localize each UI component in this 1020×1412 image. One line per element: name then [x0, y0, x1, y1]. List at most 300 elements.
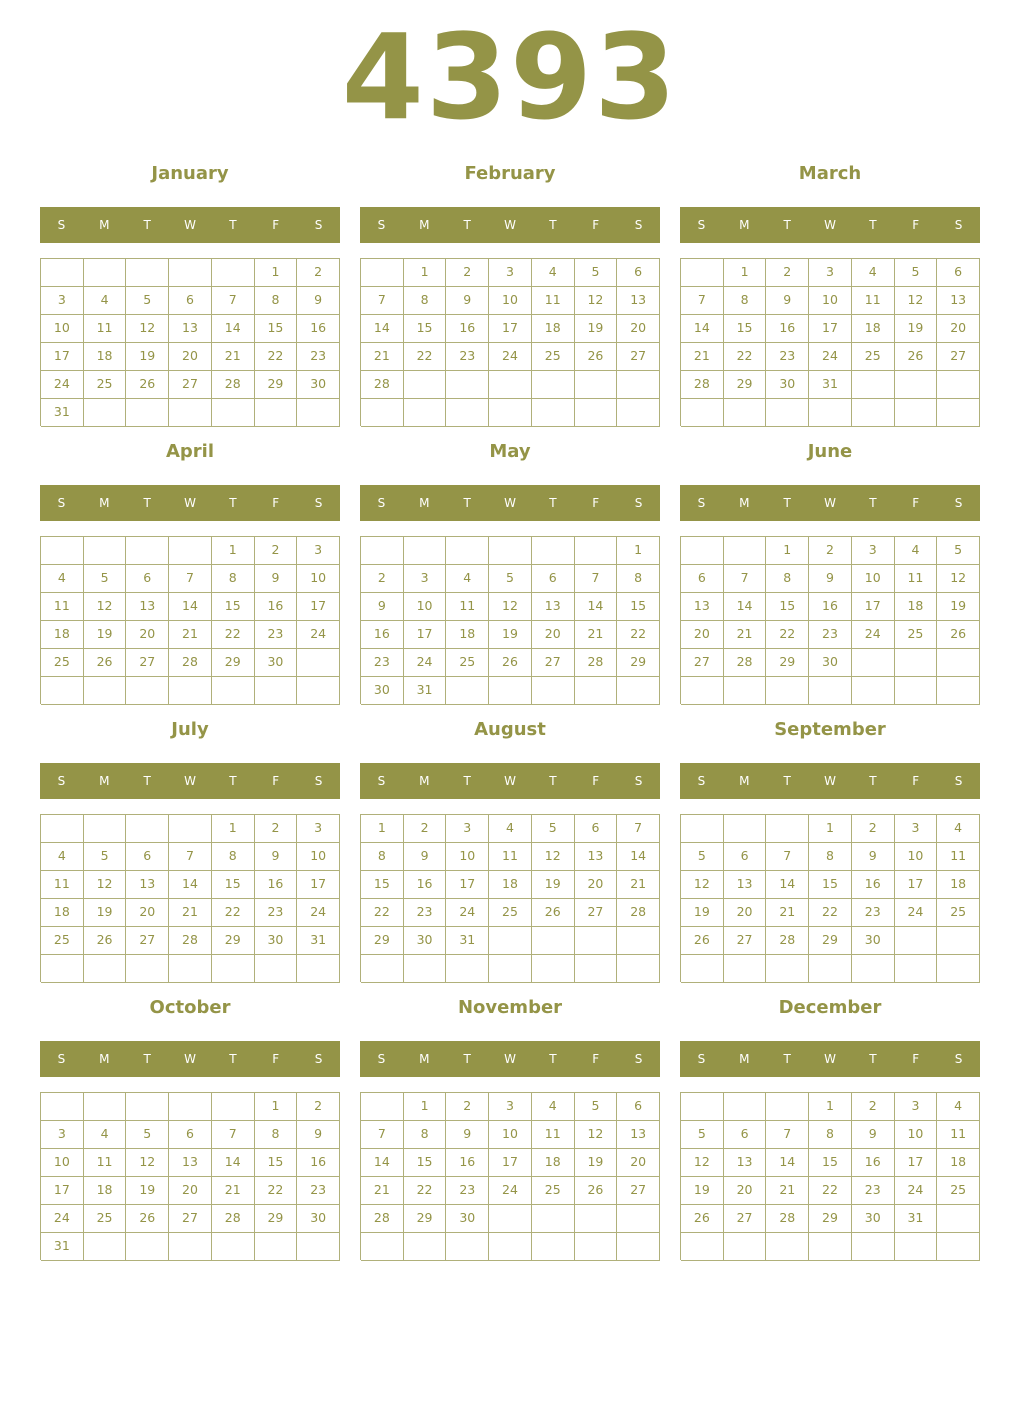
- day-cell: [575, 677, 618, 705]
- weekday-label: T: [463, 496, 471, 510]
- day-cell: 27: [169, 1205, 212, 1233]
- day-cell: 17: [809, 315, 852, 343]
- day-cell: [489, 1205, 532, 1233]
- weekday-label: S: [377, 1052, 386, 1066]
- day-cell: [895, 955, 938, 983]
- day-cell: 15: [724, 315, 767, 343]
- weekday-label: M: [739, 1052, 750, 1066]
- weekday-label: S: [314, 496, 323, 510]
- day-cell: 31: [446, 927, 489, 955]
- day-cell: [212, 259, 255, 287]
- day-cell: 27: [724, 927, 767, 955]
- day-cell: 16: [852, 871, 895, 899]
- day-cell: 7: [169, 843, 212, 871]
- day-cell: [361, 955, 404, 983]
- day-cell: 23: [852, 1177, 895, 1205]
- day-cell: 24: [297, 899, 340, 927]
- day-cell: 29: [766, 649, 809, 677]
- day-cell: 11: [852, 287, 895, 315]
- day-cell: 23: [446, 1177, 489, 1205]
- day-cell: [361, 259, 404, 287]
- day-cell: 3: [446, 815, 489, 843]
- day-cell: 26: [681, 1205, 724, 1233]
- day-cell: 3: [895, 815, 938, 843]
- day-cell: 22: [255, 1177, 298, 1205]
- day-cell: 22: [212, 621, 255, 649]
- day-cell: 6: [724, 843, 767, 871]
- day-cell: 21: [681, 343, 724, 371]
- day-cell: 24: [852, 621, 895, 649]
- day-cell: 23: [404, 899, 447, 927]
- day-cell: [617, 677, 660, 705]
- day-cell: 10: [489, 1121, 532, 1149]
- day-cell: 20: [724, 899, 767, 927]
- day-cell: 8: [361, 843, 404, 871]
- weekday-label: S: [697, 496, 706, 510]
- day-cell: 1: [212, 537, 255, 565]
- day-cell: 11: [895, 565, 938, 593]
- day-cell: 7: [575, 565, 618, 593]
- day-cell: 17: [852, 593, 895, 621]
- day-grid: [360, 814, 660, 982]
- day-cell: 25: [532, 1177, 575, 1205]
- day-cell: [724, 1093, 767, 1121]
- day-cell: 9: [766, 287, 809, 315]
- day-cell: 14: [212, 1149, 255, 1177]
- day-cell: [532, 537, 575, 565]
- weekday-label: S: [57, 1052, 66, 1066]
- day-cell: 30: [361, 677, 404, 705]
- day-cell: 6: [169, 287, 212, 315]
- day-cell: 30: [255, 649, 298, 677]
- day-cell: 28: [361, 1205, 404, 1233]
- day-cell: [255, 955, 298, 983]
- day-cell: [404, 955, 447, 983]
- day-cell: 16: [255, 593, 298, 621]
- weekday-label: S: [634, 1052, 643, 1066]
- day-cell: [126, 1093, 169, 1121]
- day-cell: 15: [255, 315, 298, 343]
- weekday-label: F: [272, 774, 280, 788]
- day-cell: [617, 371, 660, 399]
- day-cell: 23: [446, 343, 489, 371]
- day-cell: 8: [255, 287, 298, 315]
- day-cell: 12: [681, 1149, 724, 1177]
- day-cell: 4: [852, 259, 895, 287]
- day-cell: 21: [724, 621, 767, 649]
- day-cell: 2: [852, 815, 895, 843]
- day-cell: 30: [255, 927, 298, 955]
- day-cell: 7: [681, 287, 724, 315]
- weekday-label: W: [824, 1052, 836, 1066]
- weekday-label: S: [634, 774, 643, 788]
- day-cell: [575, 955, 618, 983]
- day-cell: 24: [404, 649, 447, 677]
- day-cell: 17: [404, 621, 447, 649]
- day-cell: 16: [446, 315, 489, 343]
- weekday-label: S: [57, 218, 66, 232]
- day-cell: 5: [575, 1093, 618, 1121]
- day-cell: 31: [297, 927, 340, 955]
- day-cell: 20: [937, 315, 980, 343]
- day-cell: 24: [895, 899, 938, 927]
- day-cell: 21: [617, 871, 660, 899]
- day-cell: 2: [446, 259, 489, 287]
- day-cell: 2: [297, 1093, 340, 1121]
- day-cell: 24: [895, 1177, 938, 1205]
- day-cell: [169, 399, 212, 427]
- weekday-label: T: [463, 218, 471, 232]
- day-cell: 26: [126, 371, 169, 399]
- day-grid: [40, 1092, 340, 1260]
- day-cell: 9: [255, 565, 298, 593]
- day-cell: 28: [212, 1205, 255, 1233]
- month-title: August: [474, 719, 546, 740]
- day-cell: 4: [937, 815, 980, 843]
- month-block: [40, 716, 340, 986]
- day-cell: 25: [446, 649, 489, 677]
- day-cell: 19: [126, 1177, 169, 1205]
- weekday-label: M: [419, 496, 430, 510]
- day-cell: 8: [212, 565, 255, 593]
- weekday-label: M: [99, 774, 110, 788]
- day-cell: [937, 955, 980, 983]
- day-cell: [489, 927, 532, 955]
- month-block: [40, 438, 340, 708]
- day-cell: 14: [169, 871, 212, 899]
- day-cell: [937, 1205, 980, 1233]
- day-cell: 9: [446, 1121, 489, 1149]
- day-cell: 1: [809, 815, 852, 843]
- day-cell: [126, 955, 169, 983]
- day-cell: [575, 1205, 618, 1233]
- day-cell: [575, 537, 618, 565]
- day-cell: 21: [361, 1177, 404, 1205]
- day-cell: 29: [212, 927, 255, 955]
- day-grid: [360, 258, 660, 426]
- day-cell: [169, 259, 212, 287]
- day-cell: 18: [41, 621, 84, 649]
- day-cell: 20: [126, 621, 169, 649]
- weekday-header: [360, 1041, 660, 1077]
- day-cell: 22: [404, 1177, 447, 1205]
- day-cell: 21: [361, 343, 404, 371]
- day-cell: [297, 677, 340, 705]
- day-cell: [681, 955, 724, 983]
- day-cell: 7: [361, 287, 404, 315]
- day-cell: 31: [404, 677, 447, 705]
- month-title: October: [149, 997, 231, 1018]
- day-cell: 27: [532, 649, 575, 677]
- day-cell: 24: [41, 1205, 84, 1233]
- day-cell: 5: [84, 565, 127, 593]
- weekday-label: T: [869, 496, 877, 510]
- day-cell: 22: [255, 343, 298, 371]
- weekday-label: S: [954, 218, 963, 232]
- day-cell: 5: [681, 843, 724, 871]
- weekday-label: M: [419, 1052, 430, 1066]
- day-cell: 18: [895, 593, 938, 621]
- day-cell: 29: [361, 927, 404, 955]
- day-cell: 16: [404, 871, 447, 899]
- weekday-label: W: [504, 218, 516, 232]
- day-cell: [489, 955, 532, 983]
- day-cell: [766, 1093, 809, 1121]
- day-cell: 26: [575, 1177, 618, 1205]
- day-cell: 1: [212, 815, 255, 843]
- weekday-label: M: [739, 218, 750, 232]
- weekday-label: F: [592, 496, 600, 510]
- day-cell: 13: [617, 287, 660, 315]
- day-cell: 26: [681, 927, 724, 955]
- weekday-label: F: [592, 774, 600, 788]
- day-cell: 8: [809, 1121, 852, 1149]
- day-cell: 21: [575, 621, 618, 649]
- day-cell: 9: [446, 287, 489, 315]
- day-cell: 23: [766, 343, 809, 371]
- day-cell: 29: [809, 927, 852, 955]
- day-cell: [724, 955, 767, 983]
- day-cell: [937, 927, 980, 955]
- day-cell: 19: [532, 871, 575, 899]
- day-cell: 17: [41, 343, 84, 371]
- day-cell: 22: [361, 899, 404, 927]
- day-cell: 20: [126, 899, 169, 927]
- day-cell: 28: [766, 927, 809, 955]
- day-cell: 16: [297, 315, 340, 343]
- weekday-label: T: [869, 1052, 877, 1066]
- day-cell: [532, 677, 575, 705]
- day-cell: [255, 399, 298, 427]
- day-cell: 21: [766, 1177, 809, 1205]
- weekday-header: [360, 207, 660, 243]
- day-cell: 12: [126, 1149, 169, 1177]
- day-cell: 10: [895, 1121, 938, 1149]
- day-cell: 5: [84, 843, 127, 871]
- day-cell: 19: [937, 593, 980, 621]
- day-cell: 30: [297, 1205, 340, 1233]
- day-cell: 20: [169, 1177, 212, 1205]
- day-cell: 20: [617, 1149, 660, 1177]
- day-cell: 27: [126, 927, 169, 955]
- day-cell: [212, 955, 255, 983]
- weekday-label: T: [463, 774, 471, 788]
- day-cell: 4: [84, 287, 127, 315]
- day-cell: [766, 955, 809, 983]
- day-cell: 1: [766, 537, 809, 565]
- day-cell: [681, 1233, 724, 1261]
- weekday-label: S: [314, 774, 323, 788]
- day-cell: 25: [852, 343, 895, 371]
- day-cell: 14: [766, 871, 809, 899]
- day-cell: 27: [169, 371, 212, 399]
- month-title: February: [464, 163, 556, 184]
- day-cell: 7: [766, 1121, 809, 1149]
- day-cell: 3: [809, 259, 852, 287]
- day-cell: [404, 399, 447, 427]
- day-cell: 17: [489, 315, 532, 343]
- day-cell: 25: [895, 621, 938, 649]
- day-cell: 22: [809, 1177, 852, 1205]
- day-cell: 14: [681, 315, 724, 343]
- day-cell: 25: [937, 1177, 980, 1205]
- day-cell: 25: [41, 649, 84, 677]
- weekday-label: M: [99, 218, 110, 232]
- day-cell: [575, 927, 618, 955]
- day-cell: [446, 955, 489, 983]
- day-cell: 18: [489, 871, 532, 899]
- day-cell: 9: [852, 843, 895, 871]
- day-cell: [126, 1233, 169, 1261]
- day-cell: 13: [126, 871, 169, 899]
- day-cell: 10: [41, 315, 84, 343]
- day-cell: 19: [681, 1177, 724, 1205]
- day-grid: [40, 536, 340, 704]
- day-cell: 23: [255, 899, 298, 927]
- month-block: [360, 438, 660, 708]
- month-block: [680, 994, 980, 1264]
- month-title: September: [774, 719, 886, 740]
- day-cell: [41, 677, 84, 705]
- day-cell: [297, 399, 340, 427]
- month-block: [680, 160, 980, 430]
- day-cell: [169, 1093, 212, 1121]
- weekday-label: S: [314, 1052, 323, 1066]
- day-cell: 27: [724, 1205, 767, 1233]
- day-cell: 2: [255, 537, 298, 565]
- day-cell: [84, 259, 127, 287]
- weekday-label: S: [314, 218, 323, 232]
- day-cell: [84, 537, 127, 565]
- day-cell: 28: [617, 899, 660, 927]
- day-cell: [212, 677, 255, 705]
- day-cell: [617, 955, 660, 983]
- day-cell: [681, 815, 724, 843]
- day-cell: 3: [41, 287, 84, 315]
- day-cell: [126, 677, 169, 705]
- month-title: January: [151, 163, 229, 184]
- day-cell: 4: [41, 565, 84, 593]
- day-cell: [41, 537, 84, 565]
- day-cell: 14: [724, 593, 767, 621]
- weekday-label: T: [229, 1052, 237, 1066]
- day-cell: [724, 1233, 767, 1261]
- day-grid: [40, 258, 340, 426]
- day-cell: 19: [489, 621, 532, 649]
- day-cell: 26: [575, 343, 618, 371]
- day-cell: 7: [169, 565, 212, 593]
- day-cell: 2: [809, 537, 852, 565]
- day-grid: [680, 814, 980, 982]
- day-cell: 1: [255, 259, 298, 287]
- weekday-label: S: [377, 218, 386, 232]
- day-cell: [532, 1233, 575, 1261]
- day-cell: 8: [212, 843, 255, 871]
- day-cell: [169, 955, 212, 983]
- month-title: April: [165, 441, 215, 462]
- day-cell: 5: [126, 287, 169, 315]
- day-cell: [489, 1233, 532, 1261]
- day-cell: 11: [446, 593, 489, 621]
- weekday-label: M: [739, 774, 750, 788]
- weekday-label: F: [912, 1052, 920, 1066]
- day-cell: [937, 1233, 980, 1261]
- day-cell: 29: [255, 371, 298, 399]
- day-cell: 8: [617, 565, 660, 593]
- day-cell: 6: [126, 565, 169, 593]
- day-cell: 23: [297, 1177, 340, 1205]
- day-cell: [446, 537, 489, 565]
- day-cell: [489, 677, 532, 705]
- day-cell: 4: [489, 815, 532, 843]
- day-cell: 3: [895, 1093, 938, 1121]
- day-cell: [404, 1233, 447, 1261]
- day-cell: 18: [532, 315, 575, 343]
- day-cell: 27: [681, 649, 724, 677]
- day-cell: 16: [255, 871, 298, 899]
- day-cell: 15: [809, 871, 852, 899]
- day-cell: 17: [297, 871, 340, 899]
- day-cell: [532, 955, 575, 983]
- weekday-label: T: [783, 1052, 791, 1066]
- day-cell: 7: [212, 287, 255, 315]
- day-cell: 14: [212, 315, 255, 343]
- day-cell: 30: [852, 927, 895, 955]
- day-cell: 15: [361, 871, 404, 899]
- day-cell: 6: [617, 1093, 660, 1121]
- day-cell: 4: [41, 843, 84, 871]
- day-cell: 16: [766, 315, 809, 343]
- day-cell: [446, 399, 489, 427]
- day-cell: 8: [404, 1121, 447, 1149]
- day-cell: 18: [446, 621, 489, 649]
- month-title: November: [457, 997, 563, 1018]
- day-cell: [84, 955, 127, 983]
- day-cell: [852, 399, 895, 427]
- day-cell: [404, 371, 447, 399]
- day-cell: 27: [575, 899, 618, 927]
- day-cell: 13: [724, 1149, 767, 1177]
- day-cell: [766, 1233, 809, 1261]
- day-cell: 13: [532, 593, 575, 621]
- day-cell: 23: [809, 621, 852, 649]
- weekday-label: F: [272, 496, 280, 510]
- day-cell: 6: [532, 565, 575, 593]
- day-cell: 29: [809, 1205, 852, 1233]
- day-cell: 9: [255, 843, 298, 871]
- day-cell: 17: [297, 593, 340, 621]
- day-cell: 13: [724, 871, 767, 899]
- day-cell: 17: [489, 1149, 532, 1177]
- day-cell: [766, 677, 809, 705]
- weekday-label: T: [783, 774, 791, 788]
- weekday-label: T: [143, 218, 151, 232]
- day-cell: 5: [895, 259, 938, 287]
- day-cell: [361, 1093, 404, 1121]
- day-grid: [680, 536, 980, 704]
- day-cell: 4: [937, 1093, 980, 1121]
- day-cell: 16: [809, 593, 852, 621]
- day-cell: 23: [852, 899, 895, 927]
- weekday-label: M: [419, 774, 430, 788]
- day-cell: 5: [575, 259, 618, 287]
- day-cell: [895, 649, 938, 677]
- day-cell: [895, 371, 938, 399]
- day-cell: 1: [617, 537, 660, 565]
- day-cell: 1: [404, 1093, 447, 1121]
- day-cell: 15: [809, 1149, 852, 1177]
- day-cell: 22: [724, 343, 767, 371]
